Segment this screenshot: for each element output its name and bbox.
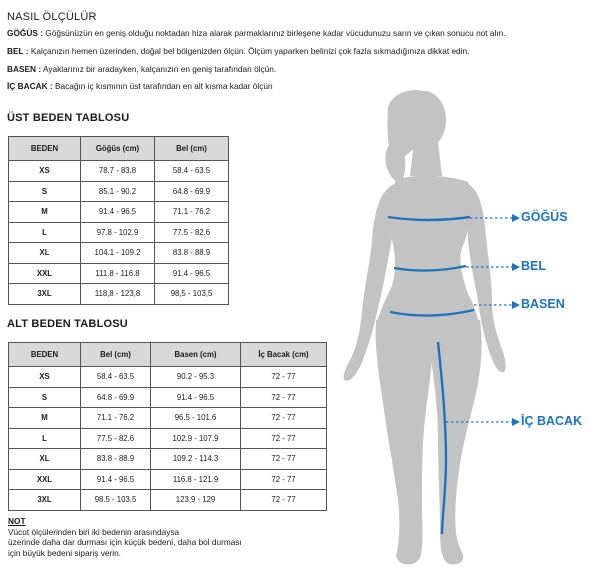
size-cell: M	[9, 202, 81, 223]
table-cell: 58.4 - 63.5	[81, 367, 151, 388]
definition-text: Kalçanızın hemen üzerinden, doğal bel bölgenizden ölçün. Ölçüm yaparken belinizi çok fazla sıkmadığınıza dikkat edin.	[30, 46, 470, 56]
column-header: İç Bacak (cm)	[241, 343, 327, 367]
header-row	[9, 137, 229, 161]
column-header: Bel (cm)	[81, 343, 151, 367]
waist-arrow-icon	[512, 263, 520, 271]
definition-term: İÇ BACAK :	[7, 81, 53, 91]
definition-hip	[7, 64, 276, 74]
table-cell: 96.5 - 101.6	[151, 408, 241, 429]
table-row	[9, 428, 327, 449]
table-row	[9, 449, 327, 470]
table-row	[9, 222, 229, 243]
size-cell: S	[9, 387, 81, 408]
size-cell: XL	[9, 243, 81, 264]
hip-label: BASEN	[521, 297, 565, 311]
table-cell: 64.8 - 69.9	[155, 181, 229, 202]
size-cell: L	[9, 428, 81, 449]
table-cell: 72 - 77	[241, 449, 327, 470]
head	[402, 91, 446, 149]
definition-term: BEL :	[7, 46, 29, 56]
size-cell: XXL	[9, 263, 81, 284]
table-cell: 72 - 77	[241, 408, 327, 429]
size-cell: XS	[9, 161, 81, 182]
table-cell: 123.9 - 129	[151, 490, 241, 511]
table-cell: 58.4 - 63.5	[155, 161, 229, 182]
note-line: üzerinde daha dar durması için küçük bedeni, daha bol durması	[8, 537, 242, 547]
table-row	[9, 243, 229, 264]
column-header: Bel (cm)	[155, 137, 229, 161]
inseam-label: İÇ BACAK	[521, 414, 583, 428]
table-cell: 72 - 77	[241, 387, 327, 408]
table-cell: 116.8 - 121.9	[151, 469, 241, 490]
table-cell: 71.1 - 76.2	[155, 202, 229, 223]
size-cell: S	[9, 181, 81, 202]
table-cell: 71.1 - 76.2	[81, 408, 151, 429]
lower-table-title: ALT BEDEN TABLOSU	[7, 318, 128, 330]
table-cell: 77.5 - 82.6	[155, 222, 229, 243]
definition-term: BASEN :	[7, 64, 42, 74]
table-cell: 64.8 - 69.9	[81, 387, 151, 408]
table-row	[9, 387, 327, 408]
table-cell: 97.8 - 102.9	[81, 222, 155, 243]
table-cell: 109.2 - 114.3	[151, 449, 241, 470]
neck	[410, 142, 442, 176]
table-cell: 90.2 - 95.3	[151, 367, 241, 388]
left-leg	[376, 320, 434, 565]
table-cell: 118,8 - 123,8	[81, 284, 155, 305]
chest-arrow-icon	[512, 214, 520, 222]
note-line: için büyük bedeni sipariş verin.	[8, 547, 121, 558]
note-line: Vücut ölçülerinden biri iki bedenin arasındaysa	[8, 526, 180, 537]
table-cell: 104.1 - 109.2	[81, 243, 155, 264]
table-cell: 91.4 - 96.5	[151, 387, 241, 408]
table-cell: 72 - 77	[241, 428, 327, 449]
inseam-arrow-icon	[512, 418, 520, 426]
table-cell: 102.9 - 107.9	[151, 428, 241, 449]
waist-label: BEL	[521, 259, 546, 273]
chest-label: GÖĞÜS	[521, 210, 568, 224]
table-cell: 72 - 77	[241, 367, 327, 388]
table-cell: 85.1 - 90.2	[81, 181, 155, 202]
table-row	[9, 469, 327, 490]
size-cell: XL	[9, 449, 81, 470]
table-cell: 111.8 - 116.8	[81, 263, 155, 284]
table-cell: 72 - 77	[241, 490, 327, 511]
table-row	[9, 181, 229, 202]
page-title: NASIL ÖLÇÜLÜR	[7, 11, 97, 23]
size-cell: M	[9, 408, 81, 429]
definition-term: GÖĞÜS :	[7, 28, 43, 38]
table-row	[9, 202, 229, 223]
column-header: BEDEN	[9, 343, 81, 367]
table-cell: 98.5 - 103.5	[81, 490, 151, 511]
table-cell: 91.4 - 96.5	[155, 263, 229, 284]
upper-size-table	[8, 136, 229, 305]
table-row	[9, 263, 229, 284]
size-cell: 3XL	[9, 490, 81, 511]
hip-arrow-icon	[512, 301, 520, 309]
definition-text: Göğsünüzün en geniş olduğu noktadan hiza alarak parmaklarınız birleşene kadar vücudunuzu sarın ve çıkan sonucu not alın.	[45, 28, 506, 38]
definition-inseam	[7, 81, 273, 91]
header-row	[9, 343, 327, 367]
table-row	[9, 367, 327, 388]
table-row	[9, 161, 229, 182]
table-cell: 91.4 - 96.5	[81, 469, 151, 490]
table-cell: 78.7 - 83.8	[81, 161, 155, 182]
definition-text: Ayaklarınız bir aradayken, kalçanızın en geniş tarafından ölçün.	[42, 64, 277, 74]
definition-chest	[7, 28, 506, 38]
column-header: Basen (cm)	[151, 343, 241, 367]
table-cell: 77.5 - 82.6	[81, 428, 151, 449]
table-row	[9, 408, 327, 429]
definition-text: Bacağın iç kısmının üst tarafından en alt kısma kadar ölçün	[54, 81, 273, 91]
table-row	[9, 490, 327, 511]
size-cell: XXL	[9, 469, 81, 490]
size-cell: L	[9, 222, 81, 243]
table-cell: 72 - 77	[241, 469, 327, 490]
lower-size-table	[8, 342, 327, 511]
note-heading: NOT	[8, 516, 26, 526]
table-cell: 91.4 - 96.5	[81, 202, 155, 223]
size-cell: 3XL	[9, 284, 81, 305]
column-header: Göğüs (cm)	[81, 137, 155, 161]
size-cell: XS	[9, 367, 81, 388]
column-header: BEDEN	[9, 137, 81, 161]
table-cell: 83.8 - 88.9	[81, 449, 151, 470]
table-cell: 98,5 - 103,5	[155, 284, 229, 305]
note	[8, 516, 242, 558]
upper-table-title: ÜST BEDEN TABLOSU	[7, 112, 130, 124]
table-cell: 83.8 - 88.9	[155, 243, 229, 264]
right-leg	[426, 320, 482, 564]
definition-waist	[7, 46, 469, 56]
body-figure	[300, 80, 602, 571]
table-row	[9, 284, 229, 305]
